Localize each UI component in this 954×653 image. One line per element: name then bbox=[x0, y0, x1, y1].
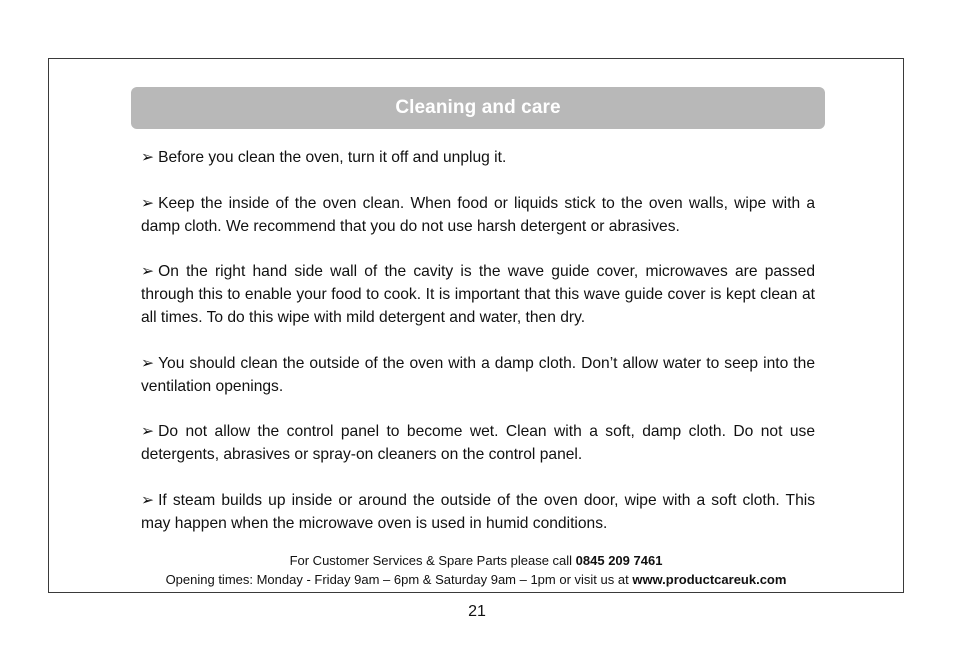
arrow-bullet-icon: ➢ bbox=[141, 491, 155, 509]
instruction-text: Do not allow the control panel to become wet. Clean with a soft, damp cloth. Do not use detergents, abrasives or spray-on cleaners on the control panel. bbox=[141, 423, 815, 464]
opening-times-text: Opening times: Monday - Friday 9am – 6pm & Saturday 9am – 1pm or visit us at bbox=[165, 571, 633, 587]
arrow-bullet-icon: ➢ bbox=[141, 263, 155, 281]
customer-service-line bbox=[49, 552, 903, 571]
instruction-text: Before you clean the oven, turn it off and unplug it. bbox=[158, 149, 507, 166]
instruction-text: Keep the inside of the oven clean. When food or liquids stick to the oven walls, wipe with a damp cloth. We recommend that you do not use harsh detergent or abrasives. bbox=[141, 194, 815, 235]
opening-times-line bbox=[49, 571, 903, 590]
instruction-paragraph-6 bbox=[141, 490, 815, 536]
customer-service-text: For Customer Services & Spare Parts please call bbox=[289, 553, 576, 568]
arrow-bullet-icon: ➢ bbox=[141, 423, 155, 441]
page-frame bbox=[48, 58, 904, 593]
instruction-paragraph-4 bbox=[141, 353, 815, 399]
section-title: Cleaning and care bbox=[395, 97, 561, 118]
customer-service-footer bbox=[49, 552, 903, 589]
instruction-text: If steam builds up inside or around the outside of the oven door, wipe with a soft cloth. This may happen when the microwave oven is used in humid conditions. bbox=[141, 491, 815, 532]
arrow-bullet-icon: ➢ bbox=[141, 354, 155, 372]
section-header-banner bbox=[131, 87, 825, 129]
website-link[interactable]: www.productcareuk.com bbox=[632, 571, 787, 587]
arrow-bullet-icon: ➢ bbox=[141, 194, 155, 212]
arrow-bullet-icon: ➢ bbox=[141, 149, 155, 166]
instructions-list bbox=[141, 147, 815, 559]
page-number: 21 bbox=[468, 603, 486, 620]
instruction-paragraph-1 bbox=[141, 147, 815, 170]
instruction-paragraph-2 bbox=[141, 193, 815, 239]
instruction-text: You should clean the outside of the oven with a damp cloth. Don’t allow water to seep into the ventilation openings. bbox=[141, 354, 815, 395]
instruction-text: On the right hand side wall of the cavity is the wave guide cover, microwaves are passed through this to enable your food to cook. It is important that this wave guide cover is kept clean at all times. To do this wipe with mild detergent and water, then dry. bbox=[141, 263, 815, 326]
instruction-paragraph-3 bbox=[141, 261, 815, 329]
instruction-paragraph-5 bbox=[141, 421, 815, 467]
phone-number: 0845 209 7461 bbox=[575, 553, 663, 568]
